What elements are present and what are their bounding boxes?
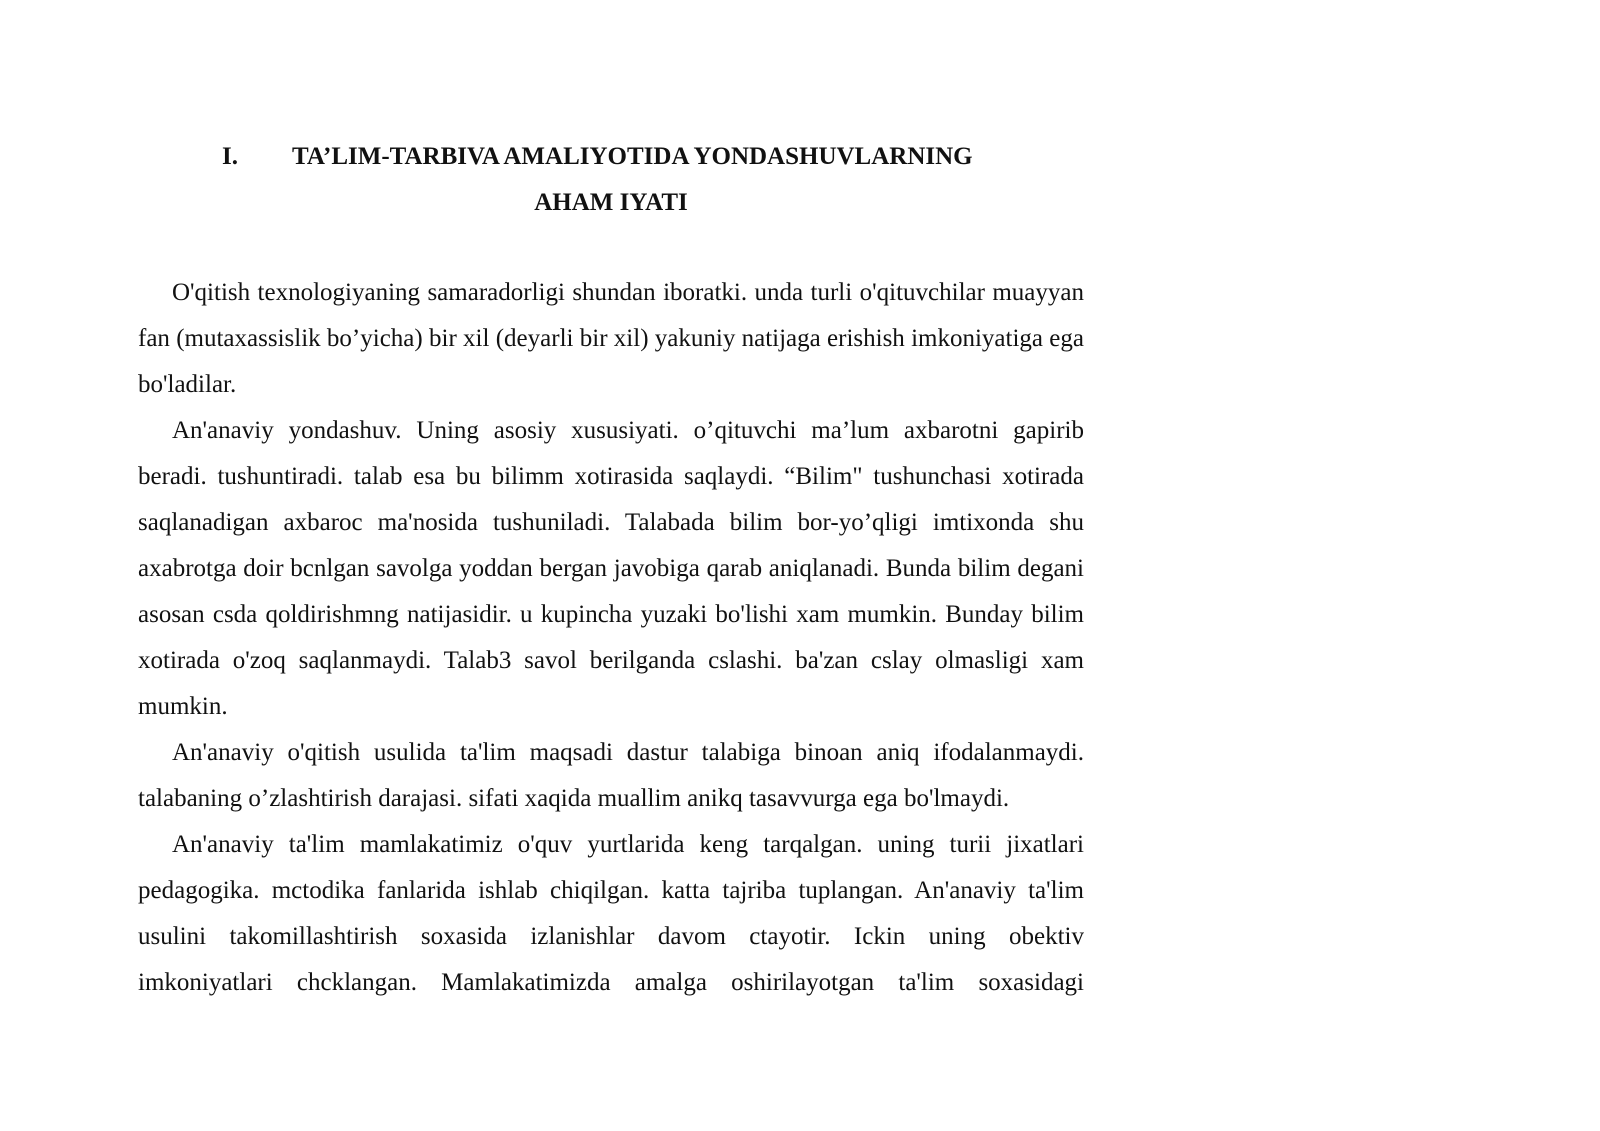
paragraph-3: An'anaviy o'qitish usulida ta'lim maqsadi dastur talabiga binoan aniq ifodalanmaydi. talabaning o’zlashtirish darajasi. sifati xaqida muallim anikq tasavvurga ega bo'lmaydi. (138, 739, 1084, 812)
heading-title-line-1: TA’LIM-TARBIVA AMALIYOTIDA YONDASHUVLARNING (292, 143, 973, 170)
heading-title-line-2: AHAM IYATI (534, 189, 688, 216)
section-heading (138, 134, 1084, 226)
paragraph-1: O'qitish texnologiyaning samaradorligi shundan iboratki. unda turli o'qituvchilar muayyan fan (mutaxassislik bo’yicha) bir xil (deyarli bir xil) yakuniy natijaga erishish imkoniyatiga ega bo'ladilar. (138, 279, 1084, 398)
body-text (138, 270, 1084, 1006)
section-number: I. (222, 143, 238, 170)
paragraph-4: An'anaviy ta'lim mamlakatimiz o'quv yurtlarida keng tarqalgan. uning turii jixatlari pedagogika. mctodika fanlarida ishlab chiqilgan. katta tajriba tuplangan. An'anaviy ta'lim usulini takomillashtirish soxasida izlanishlar davom ctayotir. Ickin uning obektiv imkoniyatlari chcklangan. Mamlakatimizda amalga oshirilayotgan ta'lim soxasidagi (138, 831, 1084, 996)
heading-line-1 (138, 134, 1084, 180)
paragraph-2: An'anaviy yondashuv. Uning asosiy xususiyati. o’qituvchi ma’lum axbarotni gapirib beradi. tushuntiradi. talab esa bu bilimm xotirasida saqlaydi. “Bilim" tushunchasi xotirada saqlanadigan axbaroc ma'nosida tushuniladi. Talabada bilim bor-yo’qligi imtixonda shu axabrotga doir bcnlgan savolga yoddan bergan javobiga qarab aniqlanadi. Bunda bilim degani asosan csda qoldirishmng natijasidir. u kupincha yuzaki bo'lishi xam mumkin. Bunday bilim xotirada o'zoq saqlanmaydi. Talab3 savol berilganda cslashi. ba'zan cslay olmasligi xam mumkin. (138, 417, 1084, 720)
